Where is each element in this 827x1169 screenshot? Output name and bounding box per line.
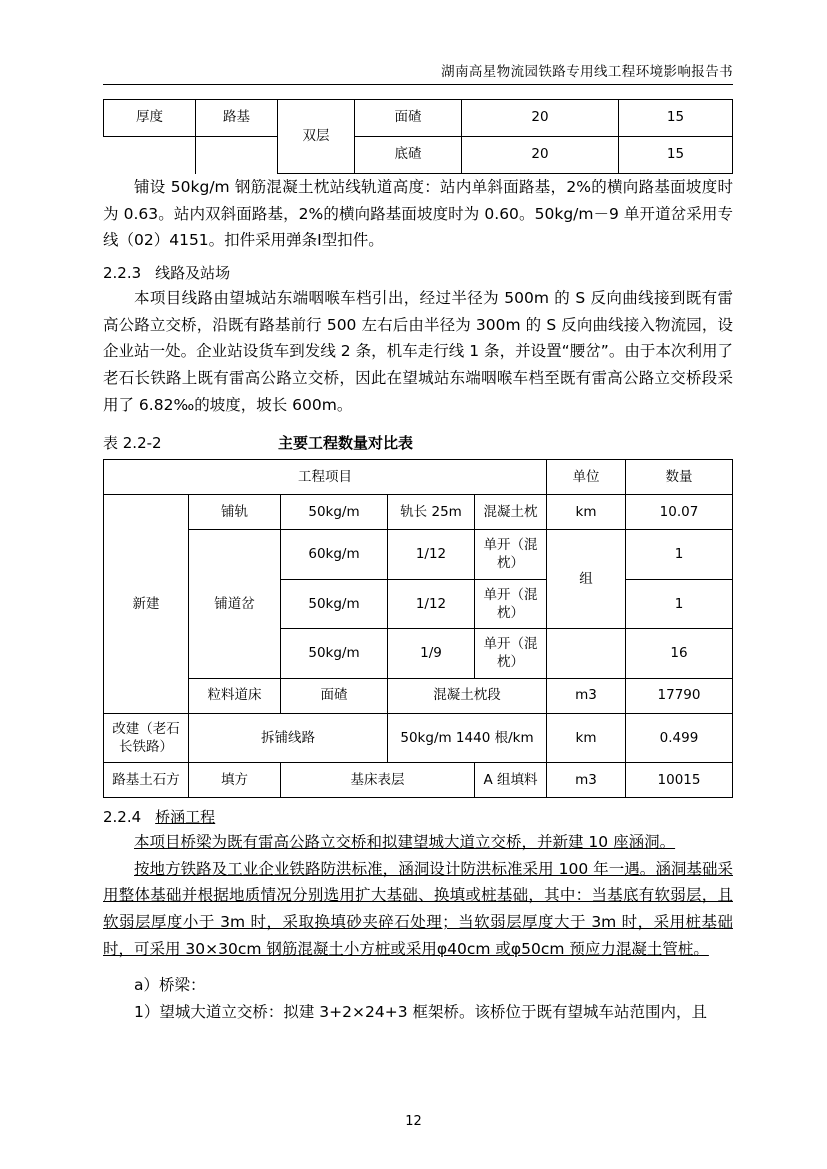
table-row bbox=[104, 678, 733, 713]
cell-subgrade: 路基 bbox=[196, 100, 278, 137]
cell-earthwork: 路基土石方 bbox=[104, 763, 189, 798]
cell-unit: m3 bbox=[547, 678, 626, 713]
cell-rail-weight: 50kg/m bbox=[281, 629, 388, 678]
table-header-row bbox=[104, 460, 733, 495]
paragraph-line-and-station: 本项目线路由望城站东端咽喉车档引出，经过半径为 500m 的 S 反向曲线接到既有雷高公路立交桥，沿既有路基前行 500 左右后由半径为 300m 的 S 反向曲线接入物流园，设企业站一处。企业站设货车到发线 2 条，机车走行线 1 条，并设置“腰岔”。由于本次利用了老石长铁路上既有雷高公路立交桥，因此在望城站东端咽喉车档至既有雷高公路立交桥段采用了 6.82‰的坡度，坡长 600m。 bbox=[103, 288, 733, 414]
cell-track-laying: 铺轨 bbox=[189, 495, 281, 530]
table-row bbox=[104, 137, 733, 174]
cell-sleeper: 混凝土枕 bbox=[475, 495, 547, 530]
cell-unit: 组 bbox=[547, 530, 626, 629]
cell-empty-2 bbox=[196, 137, 278, 174]
cell-unit: km bbox=[547, 495, 626, 530]
cell-reconstruction: 改建（老石长铁路） bbox=[104, 713, 189, 762]
cell-thickness: 厚度 bbox=[104, 100, 196, 137]
cell-rail-weight: 50kg/m bbox=[281, 579, 388, 628]
cell-value-1: 20 bbox=[462, 100, 619, 137]
cell-fill: 填方 bbox=[189, 763, 281, 798]
cell-ratio: 1/12 bbox=[388, 579, 475, 628]
cell-surface-ballast: 面碴 bbox=[355, 100, 462, 137]
header-quantity: 数量 bbox=[626, 460, 733, 495]
cell-ratio: 1/12 bbox=[388, 530, 475, 579]
table-row bbox=[104, 100, 733, 137]
cell-qty: 10.07 bbox=[626, 495, 733, 530]
cell-fill-material: A 组填料 bbox=[475, 763, 547, 798]
cell-type: 单开（混枕） bbox=[475, 530, 547, 579]
header-project: 工程项目 bbox=[104, 460, 547, 495]
paragraph-culvert-standard: 按地方铁路及工业企业铁路防洪标准，涵洞设计防洪标准采用 100 年一遇。涵洞基础采用整体基础并根据地质情况分别选用扩大基础、换填或桩基础，其中：当基底有软弱层，且软弱层厚度小于 3m 时，采取换填砂夹碎石处理；当软弱层厚度大于 3m 时，采用桩基础时，可采用 30×30cm 钢筋混凝土小方桩或采用φ40cm 或φ50cm 预应力混凝土管桩。 bbox=[103, 859, 733, 958]
cell-unit: km bbox=[547, 713, 626, 762]
cell-subgrade-bed: 基床表层 bbox=[281, 763, 475, 798]
cell-new-build: 新建 bbox=[104, 495, 189, 713]
cell-qty: 10015 bbox=[626, 763, 733, 798]
cell-remove-relay-track: 拆铺线路 bbox=[189, 713, 388, 762]
cell-unit-empty bbox=[547, 629, 626, 678]
page-number: 12 bbox=[405, 1114, 422, 1129]
table-row bbox=[104, 713, 733, 762]
cell-qty: 1 bbox=[626, 530, 733, 579]
paragraph-item-a: a）桥梁： bbox=[134, 976, 206, 995]
cell-value-3: 20 bbox=[462, 137, 619, 174]
paragraph-bridges-overview: 本项目桥梁为既有雷高公路立交桥和拟建望城大道立交桥，并新建 10 座涵洞。 bbox=[134, 833, 676, 851]
header-unit: 单位 bbox=[547, 460, 626, 495]
cell-turnout-laying: 铺道岔 bbox=[189, 530, 281, 678]
section-number: 2.2.4 bbox=[103, 808, 142, 826]
section-title: 桥涵工程 bbox=[155, 808, 216, 826]
cell-rail-weight: 50kg/m bbox=[281, 495, 388, 530]
cell-qty: 0.499 bbox=[626, 713, 733, 762]
cell-qty: 16 bbox=[626, 629, 733, 678]
cell-value-2: 15 bbox=[619, 100, 733, 137]
table-label: 表 2.2-2 bbox=[103, 434, 162, 453]
page-content bbox=[103, 60, 733, 1026]
cell-empty-1 bbox=[104, 137, 196, 174]
cell-qty: 1 bbox=[626, 579, 733, 628]
cell-rail-length: 轨长 25m bbox=[388, 495, 475, 530]
cell-unit: m3 bbox=[547, 763, 626, 798]
cell-double-layer: 双层 bbox=[278, 100, 355, 174]
section-heading-2-2-3 bbox=[103, 262, 733, 283]
table-row bbox=[104, 530, 733, 579]
main-quantity-table bbox=[103, 459, 733, 798]
cell-rail-weight: 60kg/m bbox=[281, 530, 388, 579]
cell-concrete-sleeper-section: 混凝土枕段 bbox=[388, 678, 547, 713]
cell-granular-bed: 粒料道床 bbox=[189, 678, 281, 713]
table-title: 主要工程数量对比表 bbox=[278, 434, 414, 453]
cell-qty: 17790 bbox=[626, 678, 733, 713]
cell-spec: 50kg/m 1440 根/km bbox=[388, 713, 547, 762]
ballast-thickness-table bbox=[103, 99, 733, 174]
cell-surface-ballast: 面碴 bbox=[281, 678, 388, 713]
paragraph-item-1: 1）望城大道立交桥：拟建 3+2×24+3 框架桥。该桥位于既有望城车站范围内，且 bbox=[134, 1002, 707, 1021]
page-header-title: 湖南高星物流园铁路专用线工程环境影响报告书 bbox=[441, 64, 733, 80]
section-heading-2-2-4 bbox=[103, 806, 733, 827]
cell-ratio: 1/9 bbox=[388, 629, 475, 678]
cell-type: 单开（混枕） bbox=[475, 579, 547, 628]
cell-type: 单开（混枕） bbox=[475, 629, 547, 678]
paragraph-track-laying: 铺设 50kg/m 钢筋混凝土枕站线轨道高度：站内单斜面路基，2%的横向路基面坡度时为 0.63。站内双斜面路基，2%的横向路基面坡度时为 0.60。50kg/m－9 单开道岔采用专线（02）4151。扣件采用弹条Ⅰ型扣件。 bbox=[103, 178, 733, 250]
table-row bbox=[104, 763, 733, 798]
table-caption bbox=[103, 432, 733, 453]
cell-value-4: 15 bbox=[619, 137, 733, 174]
section-title: 线路及站场 bbox=[155, 263, 231, 282]
header-divider bbox=[103, 84, 733, 85]
section-number: 2.2.3 bbox=[103, 263, 142, 282]
table-row bbox=[104, 495, 733, 530]
cell-bottom-ballast: 底碴 bbox=[355, 137, 462, 174]
